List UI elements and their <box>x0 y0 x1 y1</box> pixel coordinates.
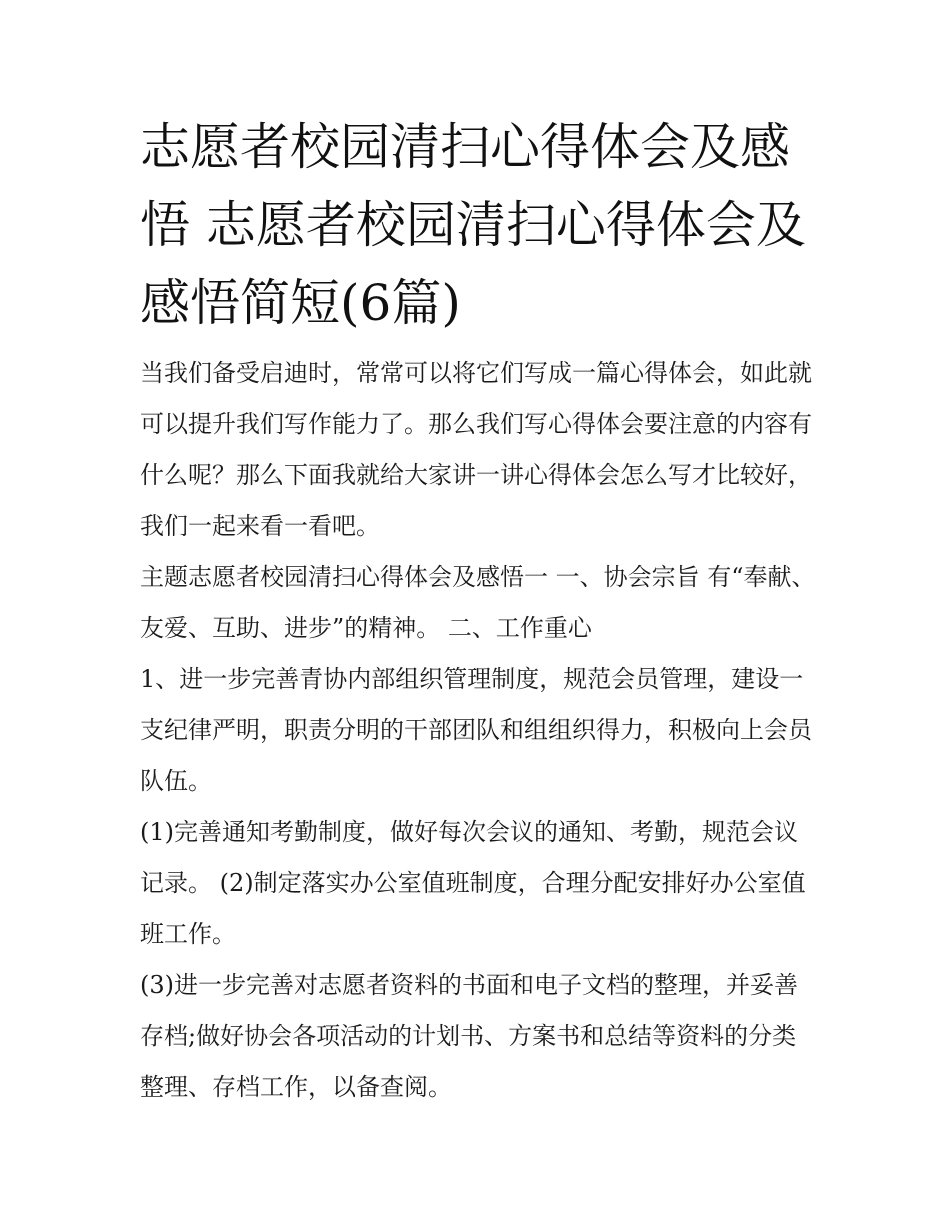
sub-item-paragraph: (1)完善通知考勤制度，做好每次会议的通知、考勤，规范会议记录。 (2)制定落实办公室值班制度，合理分配安排好办公室值班工作。 <box>140 818 806 948</box>
topic-paragraph: 主题志愿者校园清扫心得体会及感悟一 一、协会宗旨 有“奉献、友爱、互助、进步”的精神。 二、工作重心 <box>140 563 816 642</box>
work-item-paragraph: 1、进一步完善青协内部组织管理制度，规范会员管理，建设一支纪律严明，职责分明的干部团队和组组织得力，积极向上会员队伍。 <box>140 665 812 795</box>
sub-item-paragraph: (3)进一步完善对志愿者资料的书面和电子文档的整理，并妥善存档;做好协会各项活动的计划书、方案书和总结等资料的分类整理、存档工作，以备查阅。 <box>140 971 798 1101</box>
document-content <box>140 108 820 1113</box>
document-title: 志愿者校园清扫心得体会及感悟 志愿者校园清扫心得体会及感悟简短(6篇) <box>140 118 806 332</box>
intro-paragraph: 当我们备受启迪时，常常可以将它们写成一篇心得体会，如此就可以提升我们写作能力了。那么我们写心得体会要注意的内容有什么呢？那么下面我就给大家讲一讲心得体会怎么写才比较好，我们一起来看一看吧。 <box>140 359 812 540</box>
document-body <box>140 348 820 1113</box>
